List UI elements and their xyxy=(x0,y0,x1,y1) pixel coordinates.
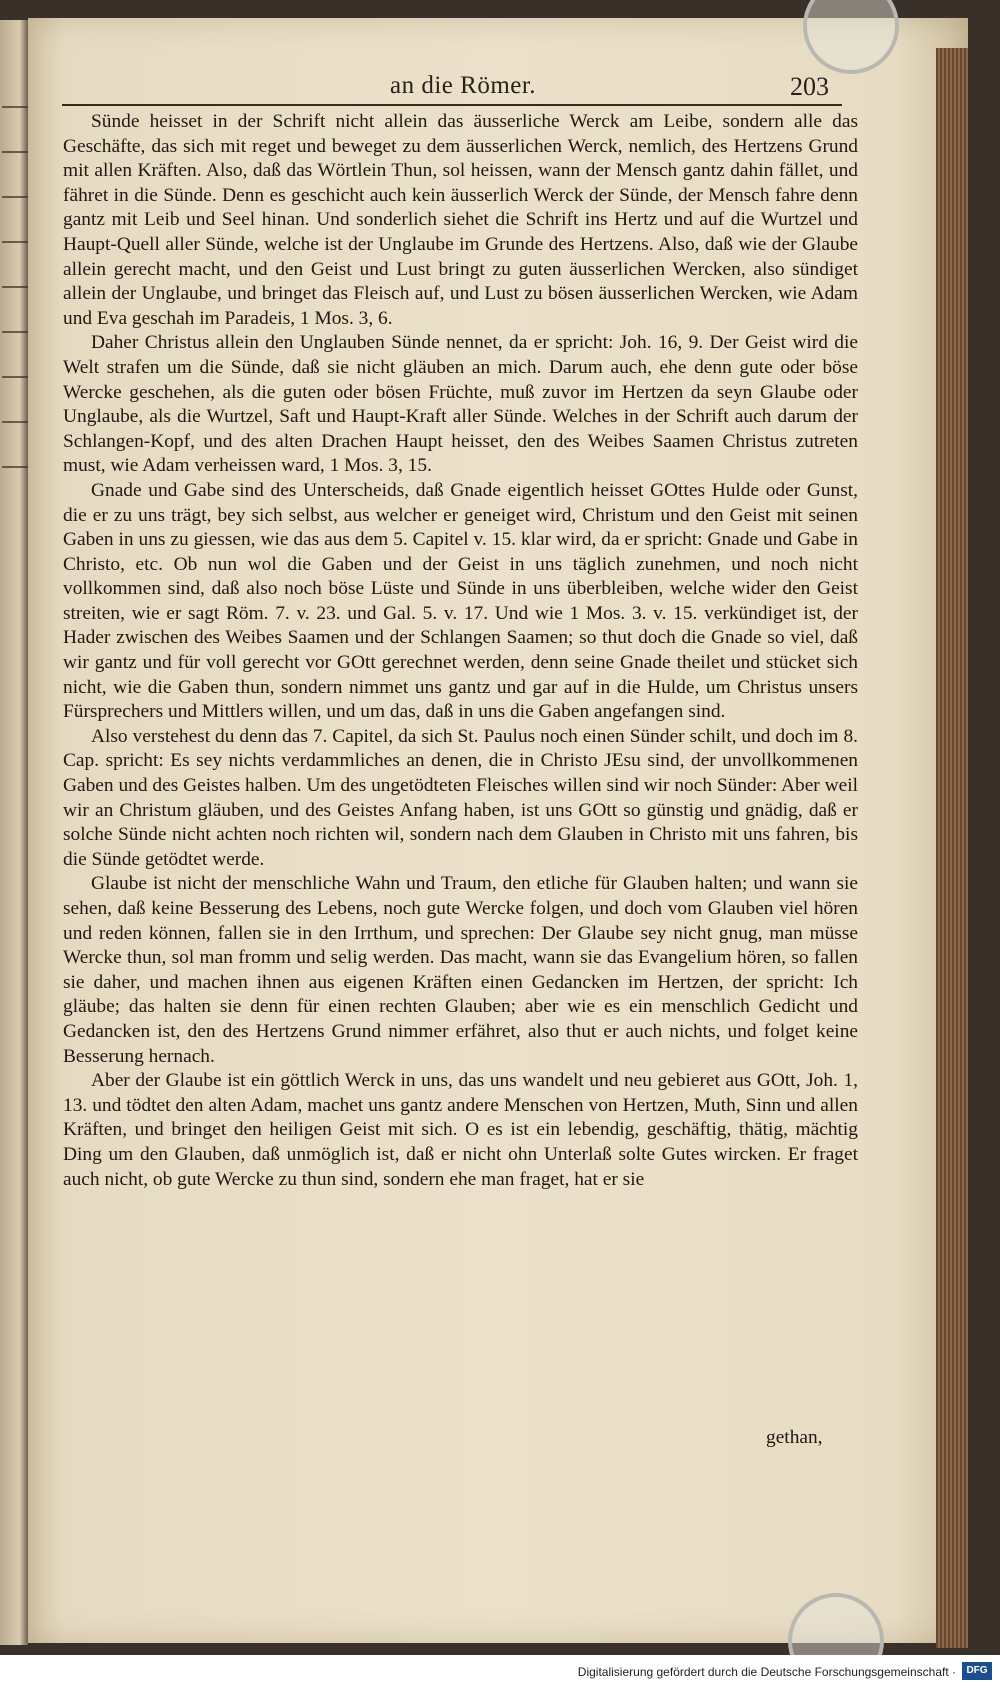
running-title: an die Römer. xyxy=(390,72,537,99)
book-page xyxy=(28,18,968,1643)
page-clip-bottom xyxy=(788,1593,884,1655)
facing-page-edge xyxy=(0,20,28,1645)
page-clip-top xyxy=(803,0,899,74)
page-number: 203 xyxy=(790,72,829,101)
paragraph: Aber der Glaube ist ein göttlich Werck in uns, das uns wandelt und neu gebieret aus GOtt, Joh. 1, 13. und tödtet den alten Adam, machet uns gantz andere Menschen von Hertzen, Muth, Sinn und allen Kräften, und bringet den heiligen Geist mit sich. O es ist ein lebendig, geschäftig, thätig, mächtig Ding um den Glauben, daß unmöglich ist, daß er nicht ohn Unterlaß solte Gutes wircken. Er fraget auch nicht, ob gute Wercke zu thun sind, sondern ehe man fraget, hat er sie xyxy=(63,1070,858,1190)
body-text xyxy=(63,110,858,1192)
paragraph: Gnade und Gabe sind des Unterscheids, daß Gnade eigentlich heisset GOttes Hulde oder Gunst, die er zu uns trägt, bey sich selbst, aus welcher er geneiget wird, Christum und den Geist mit seinen Gaben in uns zu giessen, wie das aus dem 5. Capitel v. 15. klar wird, da er spricht: Gnade und Gabe in Christo, etc. Ob nun wol die Gaben und der Geist in uns täglich zunehmen, und noch nicht vollkommen sind, daß also noch böse Lüste und Sünde in uns überbleiben, welche wider den Geist streiten, wie er sagt Röm. 7. v. 23. und Gal. 5. v. 17. Und wie 1 Mos. 3. v. 15. verkündiget ist, der Hader zwischen des Weibes Saamen und der Schlangen Saamen; so thut doch die Gnade so viel, daß wir gantz und für voll gerecht vor GOtt gerechnet werden, denn seine Gnade theilet und stücket sich nicht, wie die Gaben thun, sondern nimmet uns gantz und gar auf in die Hulde, um Christus unsers Fürsprechers und Mittlers willen, und um das, daß in uns die Gaben angefangen sind. xyxy=(63,479,858,723)
dfg-logo: DFG xyxy=(962,1662,992,1680)
funding-credit: Digitalisierung gefördert durch die Deutsche Forschungsgemeinschaft · xyxy=(577,1665,956,1679)
running-head xyxy=(28,66,968,102)
page-edges xyxy=(936,48,968,1648)
header-rule xyxy=(62,104,842,106)
paragraph: Glaube ist nicht der menschliche Wahn und Traum, den etliche für Glauben halten; und wann sie sehen, daß keine Besserung des Lebens, noch gute Wercke folgen, und doch vom Glauben viel hören und reden können, fallen sie in den Irrthum, und sprechen: Der Glaube sey nicht gnug, man müsse Wercke thun, sol man fromm und selig werden. Das macht, wann sie das Evangelium hören, so fallen sie daher, und machen ihnen aus eigenen Kräften einen Gedancken im Hertzen, der spricht: Ich gläube; das halten sie denn für einen rechten Glauben; aber wie es ein menschlich Gedicht und Gedancken ist, den des Hertzens Grund nimmer erfähret, also thut er auch nichts, und folget keine Besserung hernach. xyxy=(63,873,858,1067)
paragraph: Sünde heisset in der Schrift nicht allein das äusserliche Werck am Leibe, sondern alle das Geschäfte, das sich mit reget und beweget zu dem äusserlichen Werck, nemlich, des Hertzens Grund mit allen Kräften. Also, daß das Wörtlein Thun, sol heissen, wann der Mensch gantz dahin fället, und fähret in die Sünde. Denn es geschicht auch kein äusserlich Werck der Sünde, der Mensch fahre denn gantz mit Leib und Seel hinan. Und sonderlich siehet die Schrift ins Hertz und auf die Wurtzel und Haupt-Quell aller Sünde, welche ist der Unglaube im Grunde des Hertzens. Also, daß wie der Glaube allein gerecht macht, und den Geist und Lust bringt zu guten äusserlichen Wercken, also sündiget allein der Unglaube, und bringet das Fleisch auf, und Lust zu bösen äusserlichen Wercken, wie Adam und Eva geschah im Paradeis, 1 Mos. 3, 6. xyxy=(63,111,858,329)
catchword: gethan, xyxy=(766,1427,823,1448)
footer-bar xyxy=(0,1655,1000,1691)
paragraph: Daher Christus allein den Unglauben Sünde nennet, da er spricht: Joh. 16, 9. Der Geist wird die Welt strafen um die Sünde, daß sie nicht gläuben an mich. Darum auch, ehe denn gute oder böse Wercke geschehen, als die guten oder bösen Früchte, muß zuvor im Hertzen da seyn Glaube oder Unglaube, als die Wurtzel, Saft und Haupt-Kraft aller Sünde. Welches in der Schrift auch darum der Schlangen-Kopf, und des alten Drachen Haupt heisset, den des Weibes Saamen Christus zutreten must, wie Adam verheissen ward, 1 Mos. 3, 15. xyxy=(63,332,858,477)
paragraph: Also verstehest du denn das 7. Capitel, da sich St. Paulus noch einen Sünder schilt, und doch im 8. Cap. spricht: Es sey nichts verdammliches an denen, die in Christo JEsu sind, der unvollkommenen Gaben und des Geistes halben. Um des ungetödteten Fleisches willen sind wir noch Sünder: Aber weil wir an Christum gläuben, und des Geistes Anfang haben, ist uns GOtt so günstig und gnädig, daß er solche Sünde nicht achten noch richten wil, sondern nach dem Glauben in Christo mit uns fahren, bis die Sünde getödtet werde. xyxy=(63,725,858,870)
